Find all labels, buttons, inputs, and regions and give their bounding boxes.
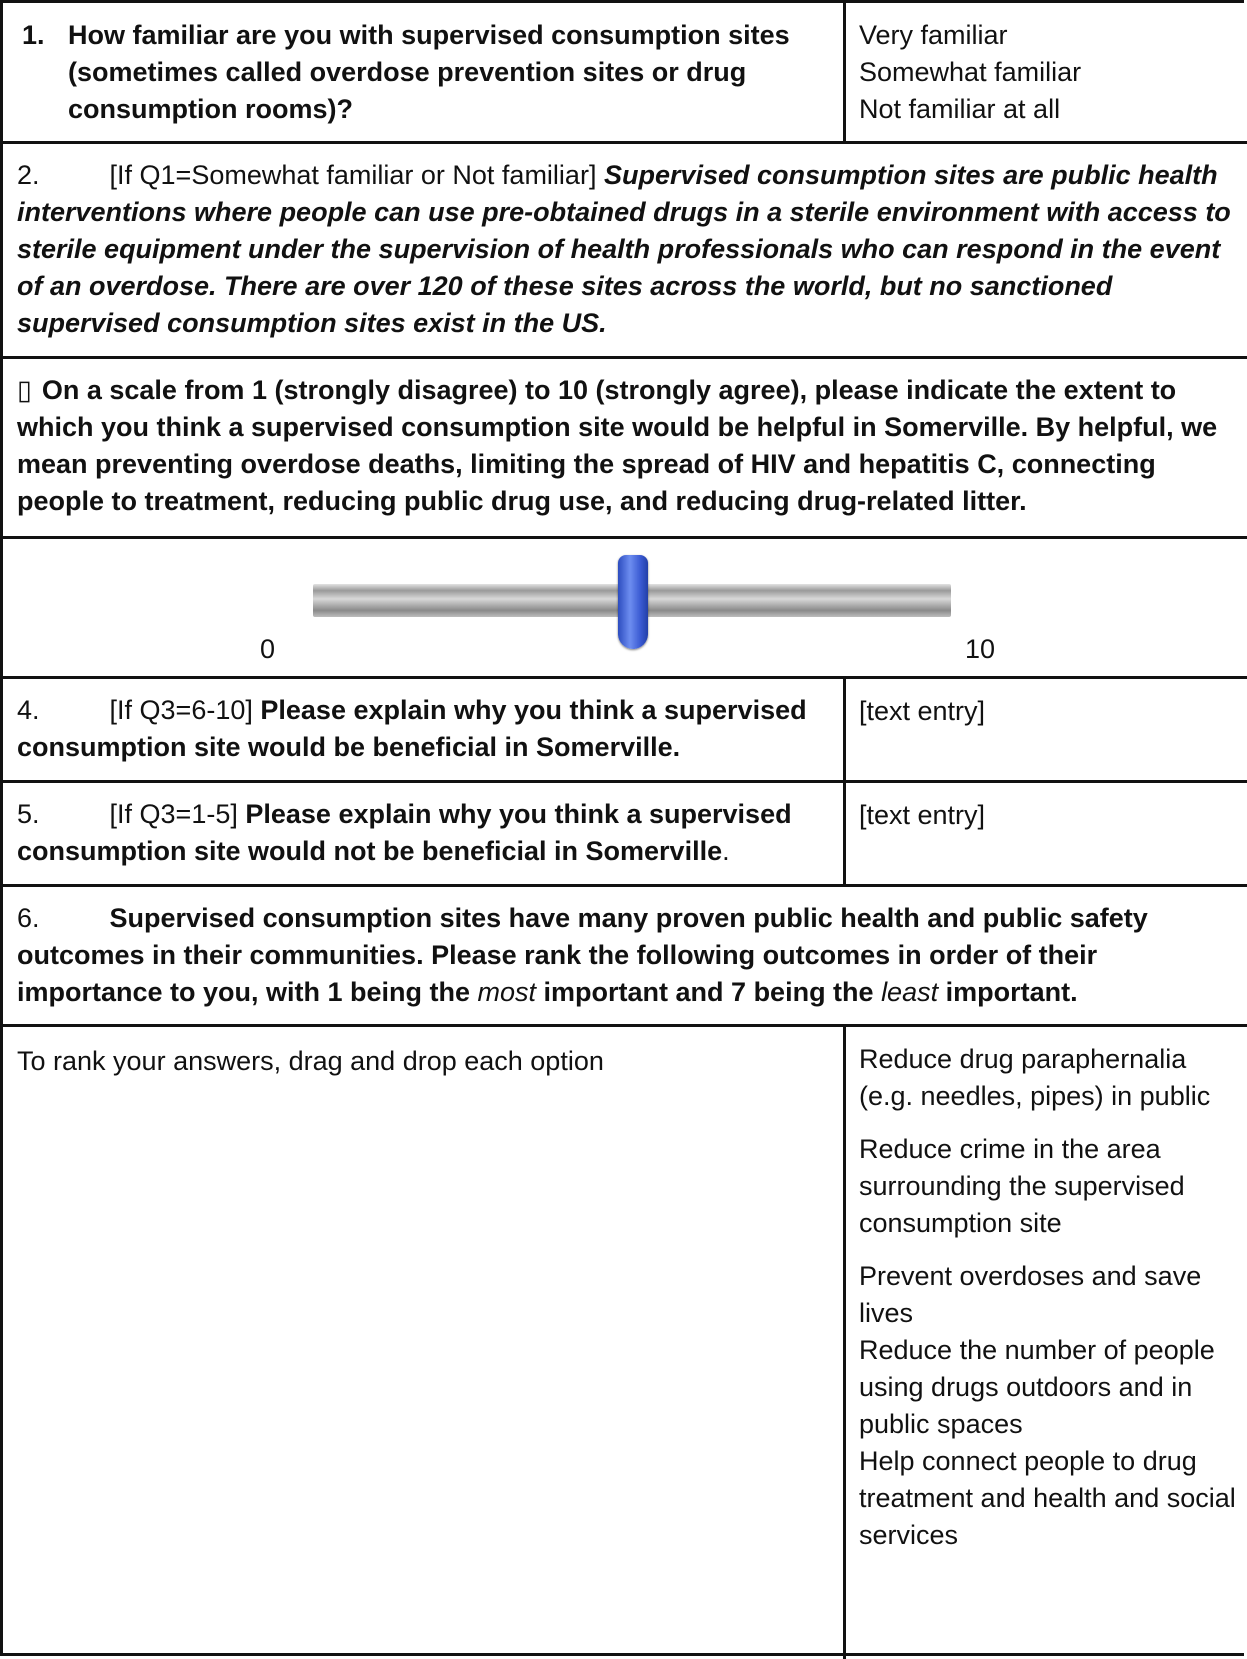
ranking-instruction-cell bbox=[3, 1027, 846, 1659]
question-1-options bbox=[846, 3, 1247, 141]
question-5-period: . bbox=[722, 836, 730, 866]
question-2-text: Supervised consumption sites are public health interventions where people can use pre-obtained drugs in a sterile environment with access to sterile equipment under the supervision of health professionals who can respond in the event of an overdose. There are over 120 of these sites across the world, but no sanctioned supervised consumption sites exist in the US. bbox=[17, 160, 1231, 338]
question-6-cell bbox=[3, 887, 1247, 1024]
question-2-cell bbox=[3, 144, 1247, 356]
rating-slider[interactable] bbox=[3, 539, 1247, 676]
rank-option-reduce-paraphernalia[interactable]: Reduce drug paraphernalia (e.g. needles, pipes) in public bbox=[859, 1044, 1211, 1111]
question-5-answer-cell bbox=[846, 783, 1247, 884]
question-2-row bbox=[3, 144, 1247, 359]
rank-option-connect-treatment[interactable]: Help connect people to drug treatment and health and social services bbox=[859, 1446, 1236, 1550]
question-number: 5. bbox=[17, 799, 40, 829]
question-condition: [If Q1=Somewhat familiar or Not familiar] bbox=[109, 160, 597, 190]
text-entry-field[interactable]: [text entry] bbox=[859, 696, 986, 726]
missing-glyph-icon: ▯ bbox=[17, 375, 32, 405]
question-6-text-b: important and 7 being the bbox=[536, 977, 882, 1007]
question-6-emphasis-most: most bbox=[477, 977, 537, 1007]
text-entry-field[interactable]: [text entry] bbox=[859, 800, 986, 830]
question-6-row bbox=[3, 887, 1247, 1027]
question-6-text-c: important. bbox=[938, 977, 1078, 1007]
question-number: 1. bbox=[22, 20, 45, 50]
question-4-answer-cell bbox=[846, 679, 1247, 780]
question-6-emphasis-least: least bbox=[881, 977, 939, 1007]
question-1-cell bbox=[3, 3, 846, 141]
ranking-options-list bbox=[846, 1027, 1247, 1659]
option-somewhat-familiar[interactable]: Somewhat familiar bbox=[859, 57, 1082, 87]
option-very-familiar[interactable]: Very familiar bbox=[859, 20, 1008, 50]
question-4-cell bbox=[3, 679, 846, 780]
rank-option-reduce-crime[interactable]: Reduce crime in the area surrounding the supervised consumption site bbox=[859, 1134, 1185, 1238]
slider-thumb[interactable] bbox=[618, 555, 648, 649]
question-number: 2. bbox=[17, 160, 40, 190]
question-5-text: Please explain why you think a supervised consumption site would not be beneficial in Somerville bbox=[17, 799, 792, 866]
question-4-row bbox=[3, 679, 1247, 783]
question-1-row bbox=[3, 3, 1247, 144]
question-condition: [If Q3=1-5] bbox=[109, 799, 238, 829]
question-5-cell bbox=[3, 783, 846, 884]
rank-option-reduce-public-use[interactable]: Reduce the number of people using drugs outdoors and in public spaces bbox=[859, 1335, 1215, 1439]
rank-option-prevent-overdoses[interactable]: Prevent overdoses and save lives bbox=[859, 1261, 1202, 1328]
question-condition: [If Q3=6-10] bbox=[109, 695, 253, 725]
slider-min-label: 0 bbox=[260, 634, 276, 664]
question-number: 6. bbox=[17, 903, 40, 933]
question-6-text-a: Supervised consumption sites have many proven public health and public safety outcomes in their communities. Please rank the following outcomes in order of their importance to you, with 1 being the bbox=[17, 903, 1148, 1007]
option-not-familiar[interactable]: Not familiar at all bbox=[859, 94, 1061, 124]
question-3-cell bbox=[3, 359, 1247, 536]
question-3-text: On a scale from 1 (strongly disagree) to 10 (strongly agree), please indicate the extent to which you think a supervised consumption site would be helpful in Somerville. By helpful, we mean preventing overdose deaths, limiting the spread of HIV and hepatitis C, connecting people to treatment, reducing public drug use, and reducing drug-related litter. bbox=[17, 375, 1218, 516]
question-number: 4. bbox=[17, 695, 40, 725]
slider-max-label: 10 bbox=[965, 634, 996, 664]
question-4-text: Please explain why you think a supervised consumption site would be beneficial in Somerville. bbox=[17, 695, 807, 762]
ranking-row bbox=[3, 1027, 1247, 1659]
question-3-row bbox=[3, 359, 1247, 539]
slider-row bbox=[3, 539, 1247, 679]
ranking-instruction: To rank your answers, drag and drop each option bbox=[17, 1046, 604, 1076]
question-1-text: How familiar are you with supervised consumption sites (sometimes called overdose prevention sites or drug consumption rooms)? bbox=[68, 20, 790, 124]
question-5-row bbox=[3, 783, 1247, 887]
